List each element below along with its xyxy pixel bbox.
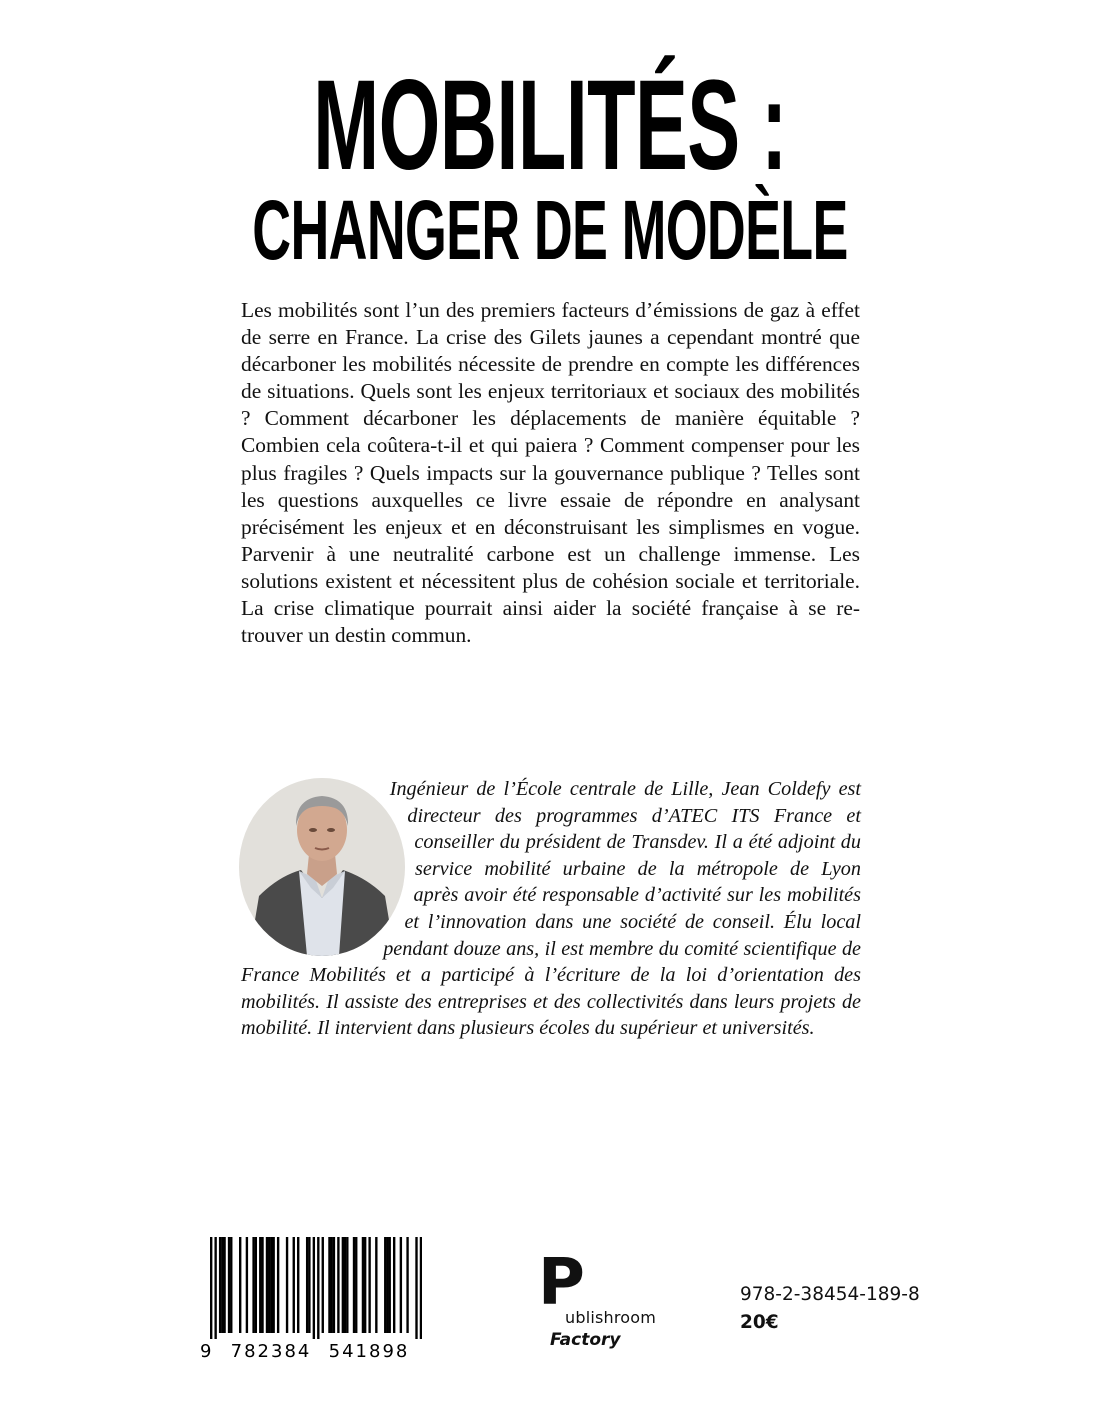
barcode-group-2: 541898 xyxy=(328,1341,410,1362)
barcode-bar xyxy=(246,1237,248,1333)
barcode-bar xyxy=(415,1237,417,1339)
barcode-bar xyxy=(337,1237,339,1333)
barcode-bar xyxy=(223,1237,225,1333)
barcode-first-digit: 9 xyxy=(200,1341,212,1362)
barcode-bar xyxy=(221,1237,223,1333)
barcode-bar xyxy=(346,1237,348,1333)
publisher-logo-mark-icon xyxy=(538,1240,598,1310)
isbn-barcode xyxy=(200,1237,422,1363)
back-cover-blurb: Les mobilités sont l’un des premiers facteurs d’émissions de gaz à effet de serre en France. La crise des Gilets jaunes a cependant montré que décarboner les mobilités nécessite de prendre en compte les différences de situations. Quels sont les enjeux territoriaux et sociaux des mobilités ? Comment décarboner les déplacements de manière équitable ? Combien cela coûtera-t-il et qui paiera ? Comment compenser pour les plus fragiles ? Quels impacts sur la gouvernance publique ? Telles sont les questions auxquelles ce livre essaie de répondre en analysant précisément les enjeux et en déconstruisant les simplismes en vogue. Parvenir à une neutralité carbone est un challenge immense. Les solutions existent et nécessitent plus de cohésion sociale et territoriale. La crise climatique pourrait ainsi aider la société française à se retrouver un destin commun. xyxy=(241,298,860,648)
barcode-bar xyxy=(333,1237,335,1333)
barcode-bar xyxy=(317,1237,319,1339)
barcode-bar xyxy=(239,1237,241,1333)
barcode-bar xyxy=(261,1237,263,1333)
barcode-bar xyxy=(293,1237,295,1333)
barcode-bar xyxy=(214,1237,216,1339)
logo-initial: P xyxy=(538,1246,585,1310)
barcode-bar xyxy=(406,1237,408,1333)
title-line-2: CHANGER DE MODÈLE xyxy=(252,183,848,277)
barcode-bar xyxy=(331,1237,333,1333)
barcode-bar xyxy=(297,1237,299,1333)
price: 20€ xyxy=(740,1312,779,1333)
barcode-bar xyxy=(210,1237,212,1339)
barcode-bar xyxy=(389,1237,391,1333)
barcode-bar xyxy=(268,1237,270,1333)
barcode-bar xyxy=(266,1237,268,1333)
barcode-bar xyxy=(219,1237,221,1333)
barcode-bar xyxy=(313,1237,315,1339)
barcode-bar xyxy=(368,1237,370,1333)
barcode-bar xyxy=(308,1237,310,1333)
barcode-bar xyxy=(342,1237,344,1333)
barcode-bar xyxy=(355,1237,357,1333)
title-line-1: MOBILITÉS : xyxy=(313,54,787,197)
barcode-bar xyxy=(228,1237,230,1333)
author-portrait-icon xyxy=(239,778,405,956)
isbn-number: 978-2-38454-189-8 xyxy=(740,1284,920,1305)
barcode-bar xyxy=(362,1237,364,1333)
barcode-bar xyxy=(277,1237,279,1333)
barcode-bar xyxy=(386,1237,388,1333)
barcode-bar xyxy=(353,1237,355,1333)
barcode-bar xyxy=(344,1237,346,1333)
publisher-logo xyxy=(538,1240,668,1352)
barcode-bar xyxy=(322,1237,324,1333)
author-photo xyxy=(239,778,405,956)
barcode-bar xyxy=(270,1237,272,1333)
barcode-bar xyxy=(306,1237,308,1333)
barcode-bar xyxy=(328,1237,330,1333)
barcode-bar xyxy=(272,1237,274,1333)
barcode-bar xyxy=(364,1237,366,1333)
barcode-bar xyxy=(252,1237,254,1333)
barcode-bar xyxy=(259,1237,261,1333)
barcode-group-1: 782384 xyxy=(230,1341,312,1362)
barcode-bar xyxy=(230,1237,232,1333)
barcode-bar xyxy=(286,1237,288,1333)
barcode-bars xyxy=(210,1237,422,1339)
barcode-bar xyxy=(384,1237,386,1333)
barcode-bar xyxy=(375,1237,377,1333)
logo-text-factory: Factory xyxy=(550,1330,621,1350)
logo-text-publishroom: ublishroom xyxy=(565,1308,657,1327)
barcode-bar xyxy=(255,1237,257,1333)
barcode-bar xyxy=(400,1237,402,1333)
barcode-digits xyxy=(200,1341,422,1363)
barcode-bar xyxy=(393,1237,395,1333)
author-section xyxy=(241,776,861,1042)
author-bio: Ingénieur de l’École centrale de Lille, Jean Coldefy est directeur des programmes d’ATEC ITS France et conseiller du président de Transdev. Il a été adjoint du service mobilité urbaine de la métropole de Lyon après avoir été responsable d’activité sur les mobilités et l’innovation dans une société de conseil. Élu local pendant douze ans, il est membre du comité scientifique de France Mobilités et a participé à l’écriture de la loi d’orientation des mobilités. Il assiste des entreprises et des collectivités dans leurs projets de mobilité. Il intervient dans plusieurs écoles du supérieur et universités. xyxy=(241,778,861,1040)
barcode-bar xyxy=(420,1237,422,1339)
